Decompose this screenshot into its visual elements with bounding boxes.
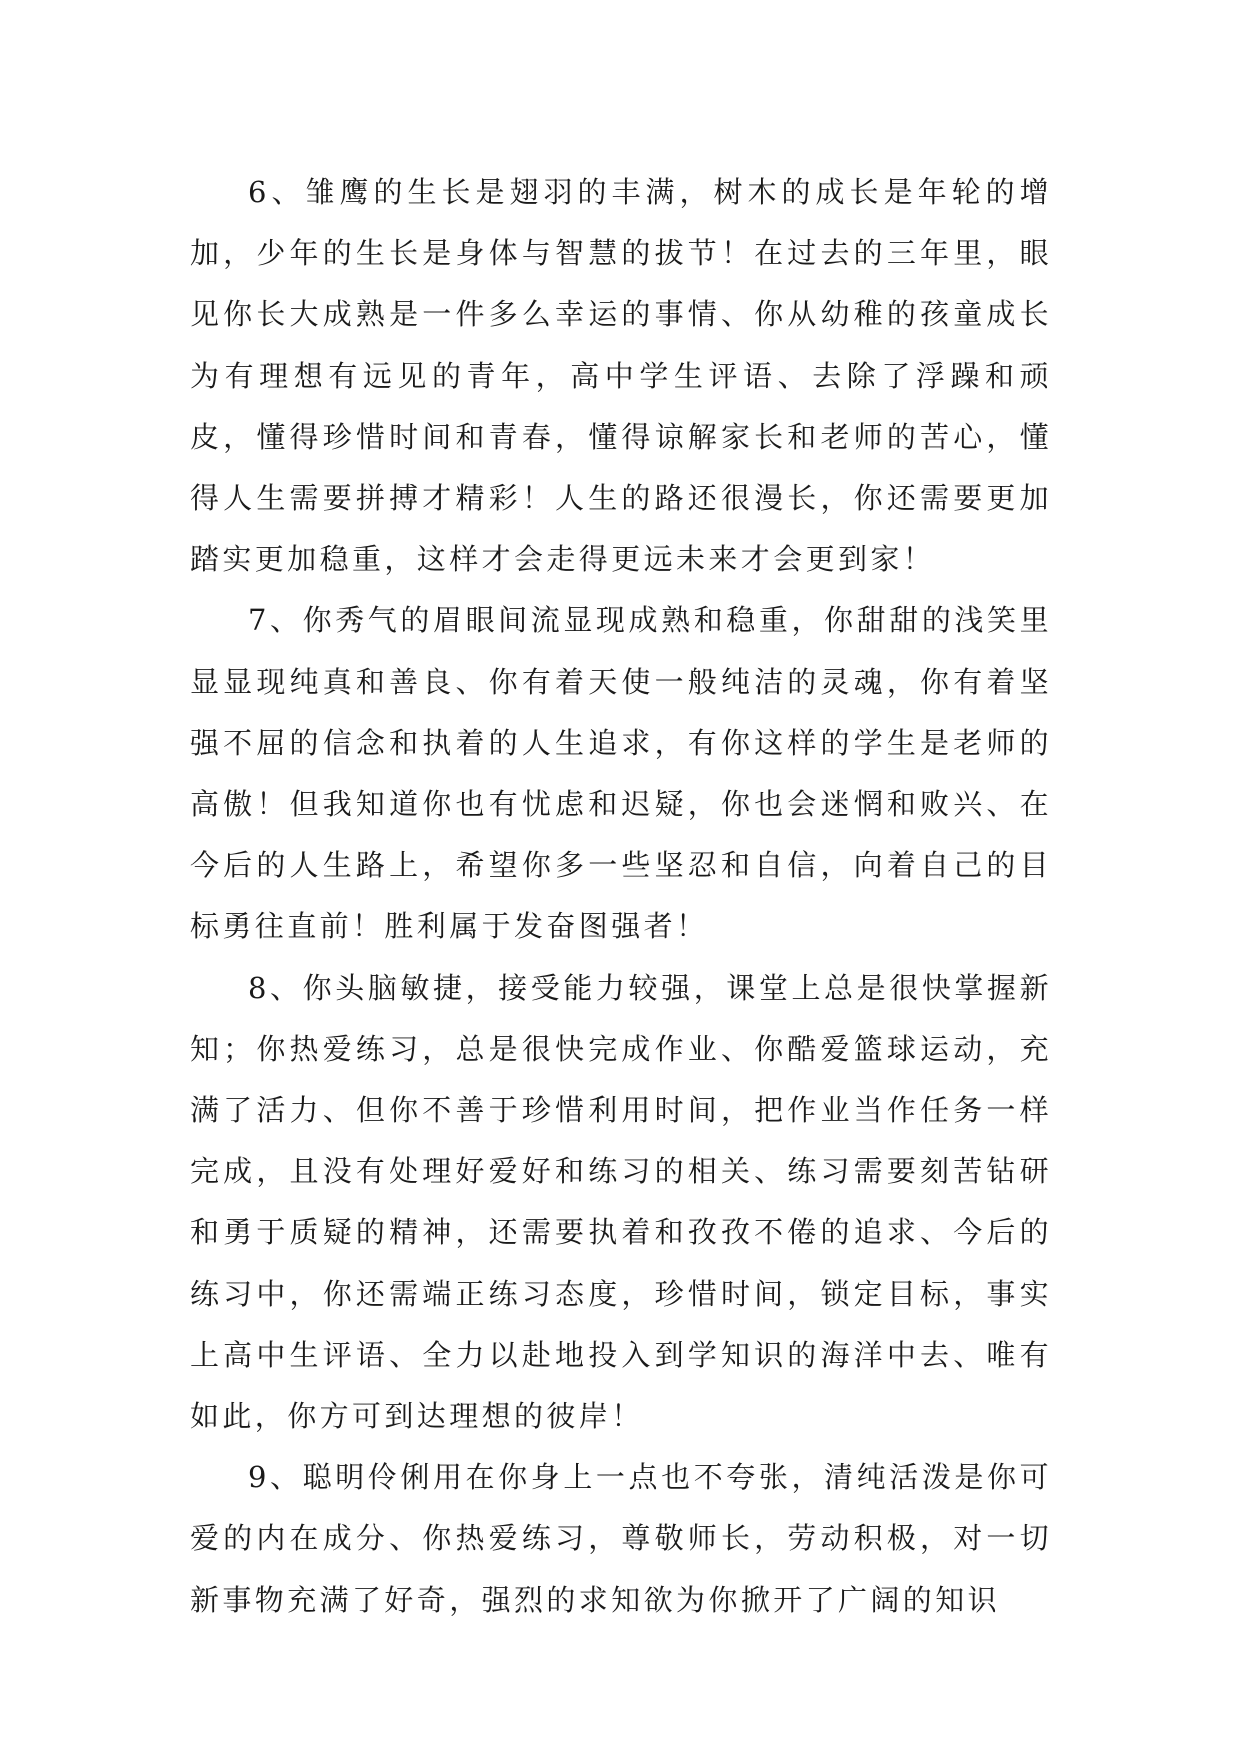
paragraph-6: 6、雏鹰的生长是翅羽的丰满，树木的成长是年轮的增加，少年的生长是身体与智慧的拔节！在过去的三年里，眼见你长大成熟是一件多么幸运的事情、你从幼稚的孩童成长为有理想有远见的青年，高中学生评语、去除了浮躁和顽皮，懂得珍惜时间和青春，懂得谅解家长和老师的苦心，懂得人生需要拼搏才精彩！人生的路还很漫长，你还需要更加踏实更加稳重，这样才会走得更远未来才会更到家！: [190, 175, 1052, 577]
paragraph-7: 7、你秀气的眉眼间流显现成熟和稳重，你甜甜的浅笑里显显现纯真和善良、你有着天使一般纯洁的灵魂，你有着坚强不屈的信念和执着的人生追求，有你这样的学生是老师的高傲！但我知道你也有忧虑和迟疑，你也会迷惘和败兴、在今后的人生路上，希望你多一些坚忍和自信，向着自己的目标勇往直前！胜利属于发奋图强者！: [190, 603, 1052, 944]
paragraph-9: 9、聪明伶俐用在你身上一点也不夸张，清纯活泼是你可爱的内在成分、你热爱练习，尊敬师长，劳动积极，对一切新事物充满了好奇，强烈的求知欲为你掀开了广阔的知识: [190, 1460, 1052, 1617]
document-body: [190, 162, 1052, 1631]
paragraph-8: 8、你头脑敏捷，接受能力较强，课堂上总是很快掌握新知；你热爱练习，总是很快完成作业、你酷爱篮球运动，充满了活力、但你不善于珍惜利用时间，把作业当作任务一样完成，且没有处理好爱好和练习的相关、练习需要刻苦钻研和勇于质疑的精神，还需要执着和孜孜不倦的追求、今后的练习中，你还需端正练习态度，珍惜时间，锁定目标，事实上高中生评语、全力以赴地投入到学知识的海洋中去、唯有如此，你方可到达理想的彼岸！: [190, 970, 1052, 1434]
